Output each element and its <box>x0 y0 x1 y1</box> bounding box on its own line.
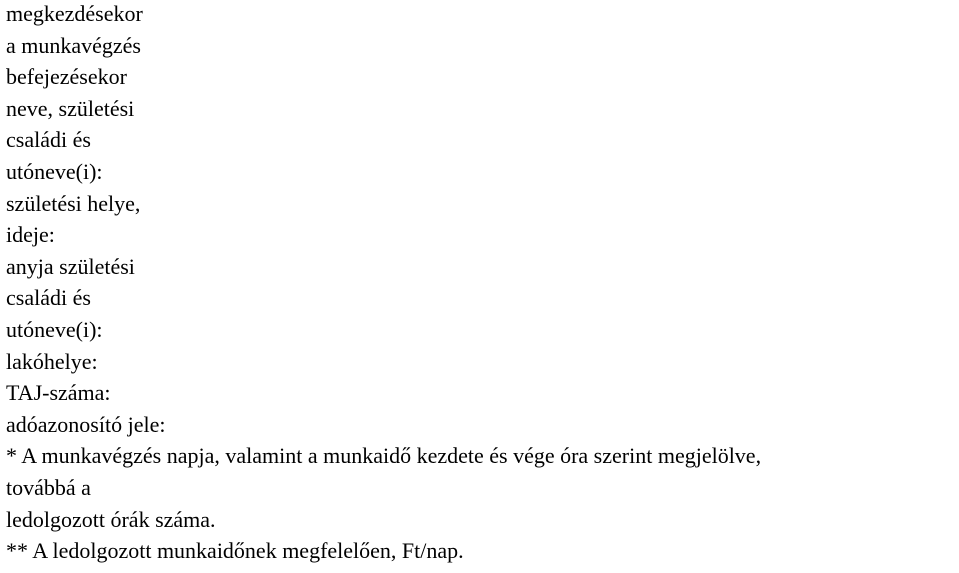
text-line-ideje: ideje: <box>6 222 55 248</box>
text-line-utoneve-2: utóneve(i): <box>6 316 103 342</box>
text-line-munkavegzes: a munkavégzés <box>6 32 141 58</box>
text-line-megkezdesekor: megkezdésekor <box>6 1 143 26</box>
text-line-csaladi-es-2: családi és <box>6 285 91 311</box>
text-line-neve-szuletesi: neve, születési <box>6 95 135 121</box>
text-line-adoazonosito-jele: adóazonosító jele: <box>6 411 166 437</box>
text-line-anyja-szuletesi: anyja születési <box>6 253 135 279</box>
footnote-tovabba: továbbá a <box>6 474 91 500</box>
text-line-utoneve: utóneve(i): <box>6 158 103 184</box>
text-line-lakohelye: lakóhelye: <box>6 348 98 374</box>
text-line-csaladi-es: családi és <box>6 127 91 153</box>
document-text <box>6 0 956 567</box>
text-line-taj-szama: TAJ-száma: <box>6 380 111 406</box>
footnote-munkavegzes-napja: * A munkavégzés napja, valamint a munkaidő kezdete és vége óra szerint megjelölve, <box>6 443 762 469</box>
footnote-ft-nap: ** A ledolgozott munkaidőnek megfelelően, Ft/nap. <box>6 538 464 564</box>
text-line-befejezesekor: befejezésekor <box>6 64 127 90</box>
footnote-ledolgozott-orak: ledolgozott órák száma. <box>6 506 216 532</box>
text-line-szuletesi-helye: születési helye, <box>6 190 141 216</box>
